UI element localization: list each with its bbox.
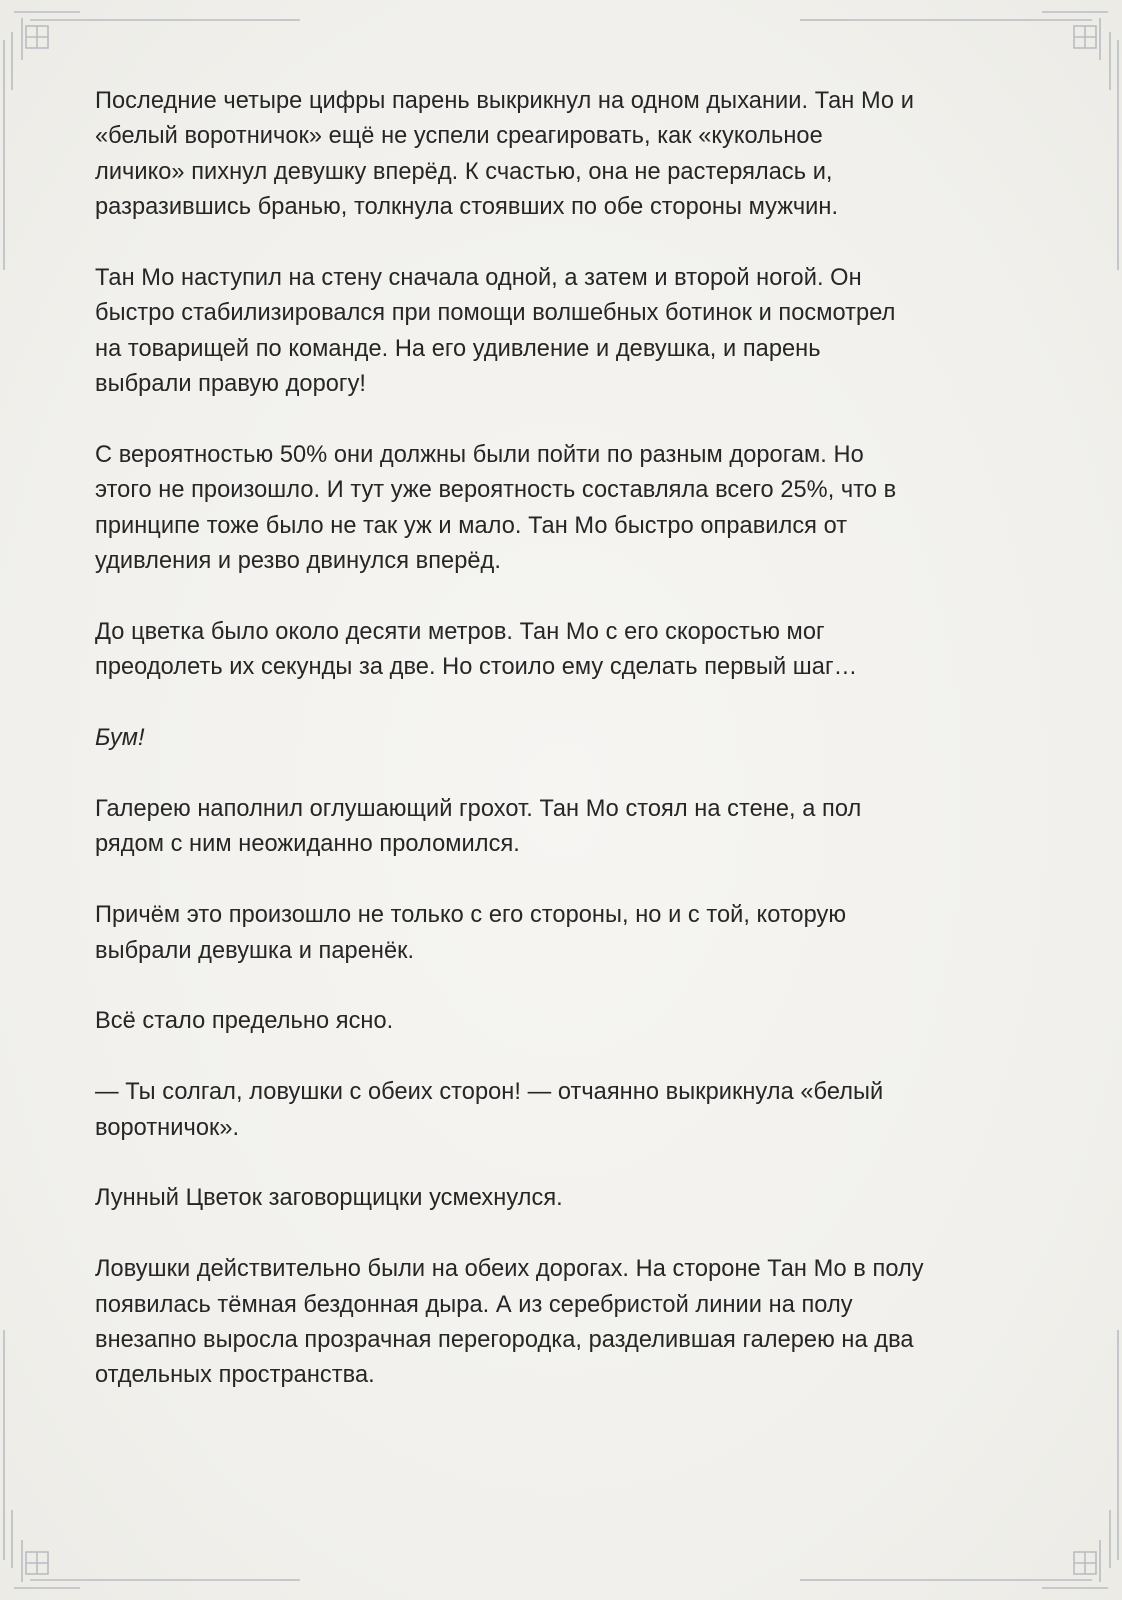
paragraph-4: До цветка было около десяти метров. Тан Мо с его скоростью мог преодолеть их секунды за две. Но стоило ему сделать первый шаг… bbox=[95, 619, 858, 681]
paragraph-6: Галерею наполнил оглушающий грохот. Тан Мо стоял на стене, а пол рядом с ним неожиданно проломился. bbox=[95, 796, 862, 858]
paragraph-10: Лунный Цветок заговорщицки усмехнулся. bbox=[95, 1185, 563, 1212]
document-body bbox=[95, 84, 1035, 1429]
paragraph-5: Бум! bbox=[95, 725, 145, 752]
paragraph-1: Последние четыре цифры парень выкрикнул на одном дыхании. Тан Мо и «белый воротничок» ещё не успели среагировать, как «кукольное личико» пихнул девушку вперёд. К счастью, она не растерялась и, разразившись бранью, толкнула стоявших по обе стороны мужчин. bbox=[95, 88, 914, 221]
paragraph-7: Причём это произошло не только с его стороны, но и с той, которую выбрали девушка и паренёк. bbox=[95, 902, 847, 964]
paragraph-11: Ловушки действительно были на обеих дорогах. На стороне Тан Мо в полу появилась тёмная бездонная дыра. А из серебристой линии на полу внезапно выросла прозрачная перегородка, разделившая галерею на два отдельных пространства. bbox=[95, 1256, 924, 1389]
paragraph-3: С вероятностью 50% они должны были пойти по разным дорогам. Но этого не произошло. И тут уже вероятность составляла всего 25%, что в принципе тоже было не так уж и мало. Тан Мо быстро оправился от удивления и резво двинулся вперёд. bbox=[95, 442, 897, 575]
paragraph-8: Всё стало предельно ясно. bbox=[95, 1008, 394, 1035]
paragraph-9: — Ты солгал, ловушки с обеих сторон! — отчаянно выкрикнула «белый воротничок». bbox=[95, 1079, 884, 1141]
paragraph-2: Тан Мо наступил на стену сначала одной, а затем и второй ногой. Он быстро стабилизировался при помощи волшебных ботинок и посмотрел на товарищей по команде. На его удивление и девушка, и парень выбрали правую дорогу! bbox=[95, 265, 896, 398]
